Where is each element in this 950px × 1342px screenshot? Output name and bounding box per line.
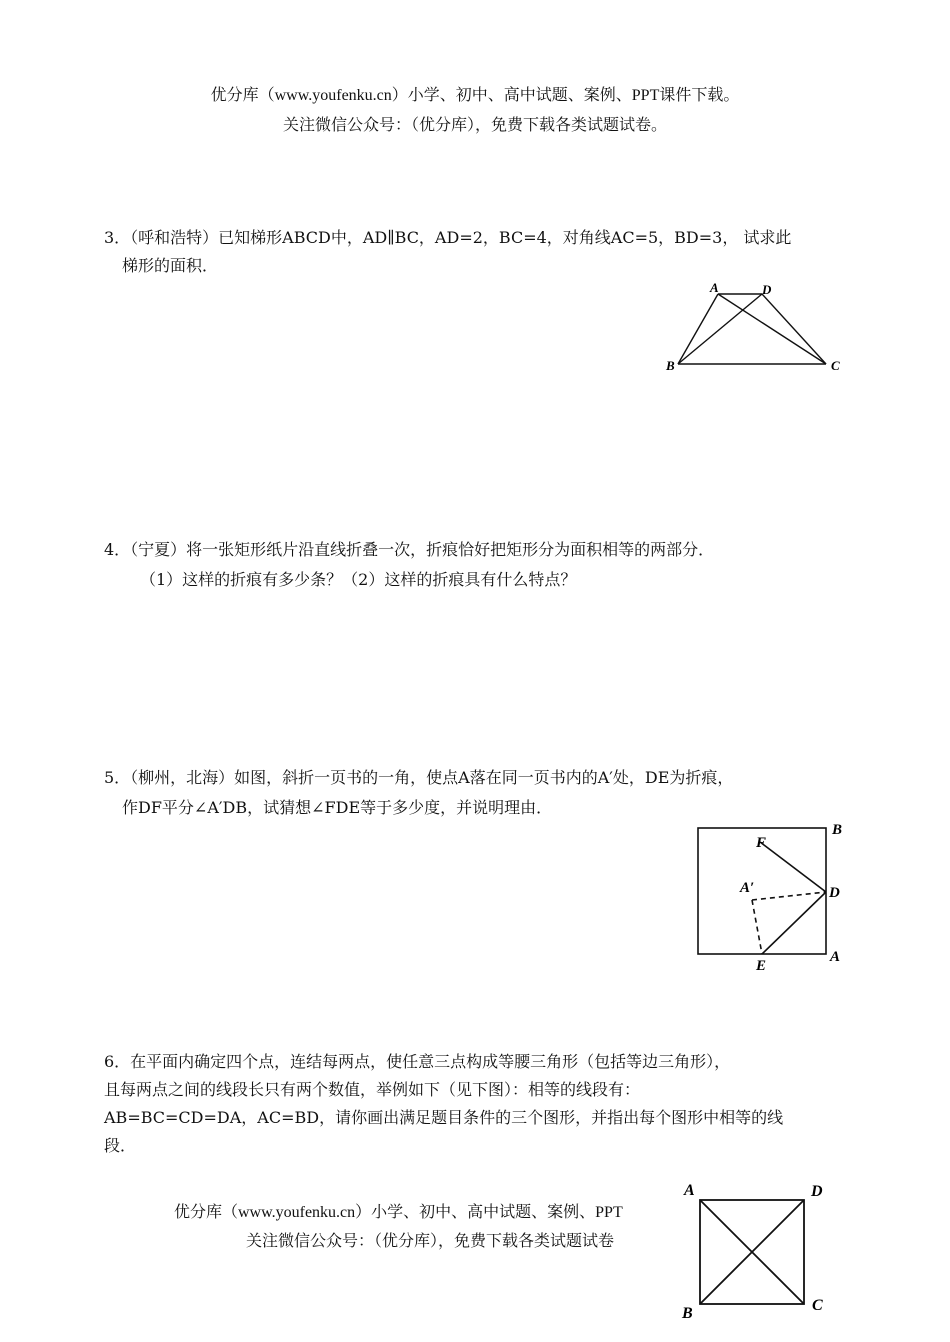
crease-de [762, 892, 826, 954]
label-c: C [831, 358, 840, 373]
problem-5-line-1: 5．（柳州，北海）如图，斜折一页书的一角，使点A落在同一页书内的A′处，DE为折痕， [104, 768, 734, 787]
folded-page-figure [690, 820, 870, 980]
label-b: B [832, 822, 843, 838]
label-f: F [756, 835, 767, 851]
header-line-1: 优分库（www.youfenku.cn）小学、初中、高中试题、案例、PPT课件下载。 [210, 87, 740, 104]
problem-3-line-2: 梯形的面积． [122, 256, 219, 275]
footer-line-1: 优分库（www.youfenku.cn）小学、初中、高中试题、案例、PPT [174, 1204, 623, 1221]
label-d: D [829, 885, 840, 901]
problem-5-line-2: 作DF平分∠A′DB，试猜想∠FDE等于多少度，并说明理由． [122, 798, 553, 817]
problem-6-line-1: 6．在平面内确定四个点，连结每两点，使任意三点构成等腰三角形（包括等边三角形）， [104, 1052, 731, 1071]
label-d: D [811, 1183, 823, 1200]
problem-4-line-2: （1）这样的折痕有多少条？（2）这样的折痕具有什么特点？ [140, 570, 577, 589]
edge-ab [678, 294, 718, 364]
label-a: A [684, 1182, 695, 1199]
label-b: B [666, 358, 675, 373]
problem-6-line-2: 且每两点之间的线段长只有两个数值，举例如下（见下图）：相等的线段有： [104, 1080, 641, 1099]
segment-a-prime-d [752, 892, 826, 900]
label-d: D [762, 282, 772, 297]
segment-df [760, 842, 826, 892]
label-a: A [710, 280, 719, 295]
segment-a-prime-e [752, 900, 762, 954]
problem-3-line-1: 3．（呼和浩特）已知梯形ABCD中，AD∥BC，AD=2，BC=4，对角线AC=5，BD=3， 试求此 [104, 228, 792, 247]
trapezoid-figure [660, 280, 860, 380]
problem-6-line-3: AB=BC=CD=DA，AC=BD，请你画出满足题目条件的三个图形，并指出每个图形中相等的线 [104, 1108, 784, 1127]
label-b: B [682, 1305, 693, 1322]
header-line-2: 关注微信公众号：（优分库），免费下载各类试题试卷。 [282, 117, 667, 134]
problem-4-line-1: 4．（宁夏）将一张矩形纸片沿直线折叠一次，折痕恰好把矩形分为面积相等的两部分． [104, 540, 715, 559]
footer-line-2: 关注微信公众号：（优分库），免费下载各类试题试卷 [246, 1233, 615, 1250]
label-e: E [756, 958, 767, 974]
problem-6-line-4: 段． [104, 1136, 137, 1155]
square-figure [680, 1180, 840, 1320]
label-c: C [812, 1297, 823, 1314]
label-a-prime: A′ [740, 880, 755, 896]
diagonal-bd [678, 294, 762, 364]
label-a: A [830, 949, 841, 965]
